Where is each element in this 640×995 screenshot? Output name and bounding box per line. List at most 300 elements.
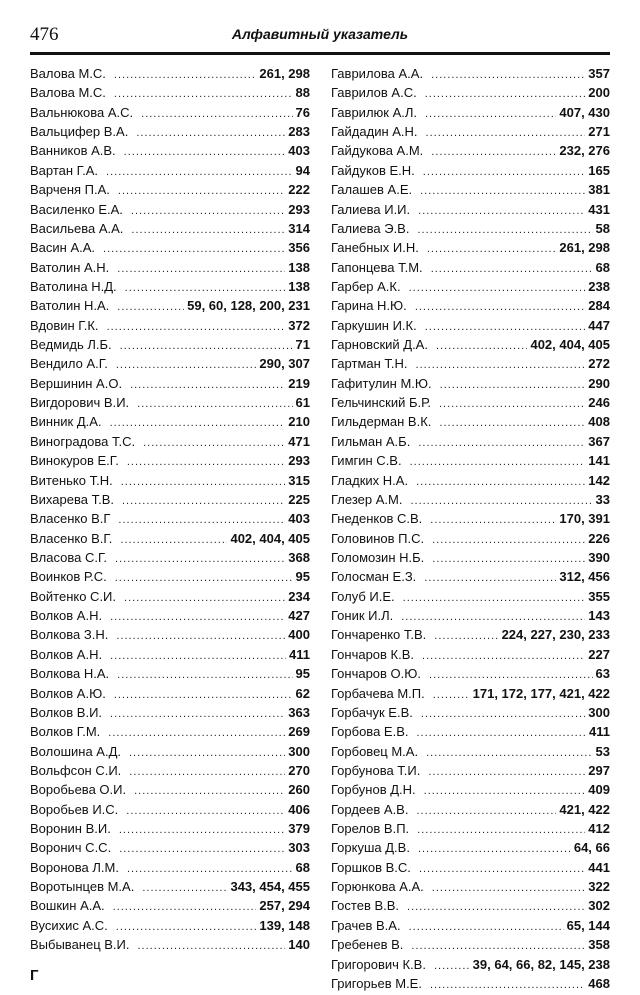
entry-name: Гаврилова А.А.	[331, 66, 424, 81]
index-entry	[30, 647, 310, 666]
entry-name: Вершинин А.О.	[30, 375, 123, 391]
entry-pages: 293	[288, 453, 310, 469]
dot-leader	[432, 534, 585, 546]
entry-pages: 407, 430	[559, 104, 610, 120]
entry-pages: 260	[288, 782, 310, 798]
dot-leader	[103, 243, 285, 255]
dot-leader	[410, 456, 586, 468]
entry-pages: 138	[288, 278, 310, 294]
entry-name: Виноградова Т.С.	[30, 433, 136, 449]
dot-leader	[129, 766, 285, 778]
dot-leader	[416, 476, 585, 488]
dot-leader	[125, 282, 286, 294]
entry-pages: 412	[588, 821, 610, 837]
dot-leader	[436, 340, 528, 352]
index-entry	[331, 937, 610, 956]
index-entry	[30, 937, 310, 956]
entry-name: Горбунов Д.Н.	[331, 782, 416, 798]
entry-name: Волкова З.Н.	[30, 627, 109, 643]
entry-pages: 33	[595, 491, 610, 507]
dot-leader	[131, 224, 285, 236]
entry-name: Гребенев В.	[331, 937, 404, 953]
entry-pages: 238	[588, 278, 610, 294]
dot-leader	[142, 882, 227, 894]
index-entry	[331, 453, 610, 472]
dot-leader	[418, 437, 585, 449]
index-entry	[30, 550, 310, 569]
index-entry	[30, 414, 310, 433]
dot-leader	[120, 534, 227, 546]
index-entry	[30, 589, 310, 608]
dot-leader	[418, 205, 585, 217]
index-entry	[30, 434, 310, 453]
entry-name: Гарбер А.К.	[331, 278, 401, 294]
entry-pages: 76	[295, 104, 310, 120]
entry-name: Ганебных И.Н.	[331, 240, 419, 256]
entry-pages: 261, 298	[559, 240, 610, 256]
entry-name: Варченя П.А.	[30, 182, 110, 198]
dot-leader	[110, 708, 285, 720]
index-entry	[30, 240, 310, 259]
entry-pages: 61	[295, 395, 310, 411]
entry-pages: 363	[288, 704, 310, 720]
dot-leader	[416, 727, 586, 739]
index-entry	[30, 879, 310, 898]
index-entry	[331, 898, 610, 917]
index-entry	[30, 356, 310, 375]
dot-leader	[439, 398, 585, 410]
index-entry	[331, 647, 610, 666]
dot-leader	[410, 495, 592, 507]
index-entry	[331, 589, 610, 608]
entry-name: Гайдуков Е.Н.	[331, 162, 415, 178]
dot-leader	[113, 901, 257, 913]
entry-pages: 300	[288, 743, 310, 759]
entry-name: Волошина А.Д.	[30, 743, 121, 759]
dot-leader	[419, 863, 585, 875]
entry-pages: 53	[595, 743, 610, 759]
index-entry	[30, 202, 310, 221]
index-entry	[331, 202, 610, 221]
entry-name: Голомозин Н.Б.	[331, 549, 425, 565]
dot-leader	[434, 630, 498, 642]
dot-leader	[118, 514, 285, 526]
dot-leader	[409, 921, 564, 933]
index-entry	[331, 163, 610, 182]
entry-name: Гаврилов А.С.	[331, 85, 417, 101]
index-entry	[30, 608, 310, 627]
entry-pages: 315	[288, 472, 310, 488]
index-entry	[30, 163, 310, 182]
index-entry	[331, 550, 610, 569]
dot-leader	[130, 379, 285, 391]
index-entry	[30, 221, 310, 240]
dot-leader	[434, 960, 470, 972]
dot-leader	[116, 921, 257, 933]
entry-pages: 284	[588, 298, 610, 314]
entry-pages: 367	[588, 433, 610, 449]
entry-name: Вальцифер В.А.	[30, 124, 129, 140]
dot-leader	[107, 321, 286, 333]
dot-leader	[431, 263, 593, 275]
dot-leader	[114, 88, 293, 100]
entry-name: Воинков Р.С.	[30, 569, 107, 585]
entry-name: Вигдорович В.И.	[30, 395, 130, 411]
index-entry	[331, 627, 610, 646]
index-entry	[30, 840, 310, 859]
entry-pages: 293	[288, 201, 310, 217]
entry-pages: 170, 391	[559, 511, 610, 527]
entry-pages: 71	[295, 337, 310, 353]
entry-name: Гарновский Д.А.	[331, 337, 428, 353]
dot-leader	[118, 185, 285, 197]
entry-pages: 290, 307	[259, 356, 310, 372]
dot-leader	[138, 940, 286, 952]
dot-leader	[141, 108, 292, 120]
entry-pages: 143	[588, 608, 610, 624]
entry-name: Горбачук Е.В.	[331, 704, 413, 720]
entry-name: Гарина Н.Ю.	[331, 298, 407, 314]
index-entry	[331, 414, 610, 433]
dot-leader	[110, 650, 286, 662]
entry-pages: 427	[288, 608, 310, 624]
entry-pages: 312, 456	[559, 569, 610, 585]
entry-name: Григорович К.В.	[331, 956, 426, 972]
entry-pages: 355	[588, 588, 610, 604]
entry-pages: 302	[588, 898, 610, 914]
dot-leader	[110, 611, 285, 623]
entry-name: Голосман Е.З.	[331, 569, 417, 585]
entry-pages: 403	[288, 511, 310, 527]
entry-pages: 283	[288, 124, 310, 140]
dot-leader	[424, 572, 556, 584]
entry-name: Гордеев А.В.	[331, 801, 409, 817]
entry-name: Галиева Э.В.	[331, 220, 410, 236]
entry-pages: 261, 298	[259, 66, 310, 81]
entry-pages: 269	[288, 724, 310, 740]
entry-name: Гостев В.В.	[331, 898, 400, 914]
entry-name: Власенко В.Г	[30, 511, 111, 527]
dot-leader	[122, 495, 285, 507]
index-entry	[30, 686, 310, 705]
entry-name: Гельчинский Б.Р.	[331, 395, 431, 411]
index-entry	[331, 608, 610, 627]
dot-leader	[431, 146, 556, 158]
index-entry	[30, 395, 310, 414]
index-entry	[331, 298, 610, 317]
entry-pages: 68	[295, 859, 310, 875]
entry-pages: 232, 276	[559, 143, 610, 159]
index-entry	[331, 511, 610, 530]
entry-name: Грачев В.А.	[331, 917, 401, 933]
entry-name: Гимгин С.В.	[331, 453, 402, 469]
entry-pages: 142	[588, 472, 610, 488]
entry-name: Волкова Н.А.	[30, 666, 110, 682]
entry-name: Галашев А.Е.	[331, 182, 413, 198]
entry-pages: 224, 227, 230, 233	[501, 627, 610, 643]
entry-pages: 411	[589, 724, 610, 740]
entry-pages: 431	[588, 201, 610, 217]
entry-name: Воробьев И.С.	[30, 801, 119, 817]
entry-name: Горелов В.П.	[331, 821, 410, 837]
entry-name: Волков А.Ю.	[30, 685, 106, 701]
dot-leader	[143, 437, 285, 449]
index-entry	[331, 105, 610, 124]
entry-name: Вальнюкова А.С.	[30, 104, 134, 120]
dot-leader	[124, 592, 285, 604]
dot-leader	[415, 301, 585, 313]
entry-pages: 356	[288, 240, 310, 256]
index-entry	[331, 318, 610, 337]
entry-pages: 210	[288, 414, 310, 430]
index-entry	[30, 705, 310, 724]
index-entry	[331, 686, 610, 705]
dot-leader	[426, 747, 592, 759]
entry-name: Горюнкова А.А.	[331, 879, 424, 895]
entry-pages: 63	[595, 666, 610, 682]
right-column	[331, 66, 610, 995]
entry-pages: 226	[588, 530, 610, 546]
entry-pages: 300	[588, 704, 610, 720]
entry-pages: 390	[588, 549, 610, 565]
left-column	[30, 66, 310, 984]
index-entry	[30, 473, 310, 492]
entry-name: Воронова Л.М.	[30, 859, 119, 875]
entry-name: Горшков В.С.	[331, 859, 411, 875]
index-entry	[30, 627, 310, 646]
entry-name: Голуб И.Е.	[331, 588, 395, 604]
dot-leader	[401, 611, 585, 623]
index-entry	[331, 957, 610, 976]
dot-leader	[416, 805, 556, 817]
entry-pages: 368	[288, 549, 310, 565]
entry-name: Ватолин Н.А.	[30, 298, 110, 314]
entry-name: Воронин В.И.	[30, 821, 111, 837]
dot-leader	[425, 88, 586, 100]
entry-pages: 322	[588, 879, 610, 895]
entry-pages: 140	[288, 937, 310, 953]
entry-pages: 303	[288, 840, 310, 856]
entry-pages: 94	[295, 162, 310, 178]
index-entry	[331, 434, 610, 453]
dot-leader	[422, 650, 585, 662]
entry-name: Власова С.Г.	[30, 549, 108, 565]
entry-name: Ведмидь Л.Б.	[30, 337, 112, 353]
entry-name: Горбова Е.В.	[331, 724, 409, 740]
entry-name: Гильдерман В.К.	[331, 414, 432, 430]
dot-leader	[129, 747, 285, 759]
dot-leader	[117, 669, 292, 681]
entry-pages: 200	[588, 85, 610, 101]
entry-name: Гильман А.Б.	[331, 433, 411, 449]
dot-leader	[423, 166, 586, 178]
entry-pages: 290	[588, 375, 610, 391]
entry-pages: 141	[588, 453, 610, 469]
dot-leader	[407, 901, 585, 913]
entry-pages: 59, 60, 128, 200, 231	[187, 298, 310, 314]
entry-name: Валова М.С.	[30, 66, 106, 81]
index-entry	[331, 66, 610, 85]
index-entry	[331, 85, 610, 104]
entry-pages: 171, 172, 177, 421, 422	[472, 685, 610, 701]
entry-name: Воронич С.С.	[30, 840, 112, 856]
dot-leader	[430, 514, 556, 526]
index-entry	[331, 782, 610, 801]
entry-name: Волков А.Н.	[30, 608, 103, 624]
index-entry	[30, 782, 310, 801]
entry-pages: 406	[288, 801, 310, 817]
entry-pages: 225	[288, 491, 310, 507]
entry-pages: 68	[595, 259, 610, 275]
entry-pages: 219	[288, 375, 310, 391]
index-entry	[331, 705, 610, 724]
dot-leader	[411, 940, 585, 952]
page-header	[30, 22, 610, 52]
entry-pages: 421, 422	[559, 801, 610, 817]
dot-leader	[134, 785, 285, 797]
entry-name: Гартман Т.Н.	[331, 356, 408, 372]
index-entry	[30, 511, 310, 530]
entry-pages: 271	[588, 124, 610, 140]
entry-name: Горбовец М.А.	[331, 743, 419, 759]
entry-name: Горкуша Д.В.	[331, 840, 410, 856]
dot-leader	[114, 689, 293, 701]
dot-leader	[403, 592, 586, 604]
entry-name: Ватолина Н.Д.	[30, 278, 117, 294]
index-entry	[30, 898, 310, 917]
entry-pages: 95	[295, 569, 310, 585]
index-entry	[30, 318, 310, 337]
dot-leader	[137, 398, 292, 410]
dot-leader	[120, 340, 293, 352]
entry-pages: 246	[588, 395, 610, 411]
index-entry	[331, 260, 610, 279]
index-entry	[331, 802, 610, 821]
index-entry	[331, 221, 610, 240]
index-entry	[30, 821, 310, 840]
dot-leader	[126, 805, 285, 817]
entry-name: Гайдукова А.М.	[331, 143, 424, 159]
entry-pages: 297	[588, 762, 610, 778]
entry-name: Волков Г.М.	[30, 724, 101, 740]
entry-pages: 272	[588, 356, 610, 372]
index-entry	[331, 492, 610, 511]
entry-name: Гладких Н.А.	[331, 472, 409, 488]
index-entry	[30, 279, 310, 298]
entry-name: Войтенко С.И.	[30, 588, 117, 604]
index-entry	[331, 143, 610, 162]
index-entry	[331, 569, 610, 588]
entry-name: Васин А.А.	[30, 240, 96, 256]
dot-leader	[115, 553, 285, 565]
index-entry	[331, 182, 610, 201]
dot-leader	[425, 108, 556, 120]
entry-name: Вошкин А.А.	[30, 898, 105, 914]
entry-name: Васильева А.А.	[30, 220, 124, 236]
index-entry	[30, 260, 310, 279]
dot-leader	[127, 456, 285, 468]
index-entry	[30, 453, 310, 472]
entry-pages: 39, 64, 66, 82, 145, 238	[472, 956, 610, 972]
index-entry	[30, 298, 310, 317]
index-entry	[331, 124, 610, 143]
entry-name: Вольфсон С.И.	[30, 762, 122, 778]
entry-name: Вартан Г.А.	[30, 162, 99, 178]
entry-pages: 411	[289, 646, 310, 662]
entry-name: Волков А.Н.	[30, 646, 103, 662]
index-entry	[331, 724, 610, 743]
index-entry	[331, 337, 610, 356]
entry-name: Воротынцев М.А.	[30, 879, 135, 895]
entry-pages: 58	[595, 220, 610, 236]
entry-pages: 447	[588, 317, 610, 333]
dot-leader	[417, 224, 592, 236]
entry-pages: 227	[588, 646, 610, 662]
entry-name: Воробьева О.И.	[30, 782, 127, 798]
index-entry	[331, 918, 610, 937]
dot-leader	[428, 766, 585, 778]
dot-leader	[124, 146, 286, 158]
index-entry	[30, 337, 310, 356]
entry-pages: 343, 454, 455	[230, 879, 310, 895]
entry-pages: 400	[288, 627, 310, 643]
index-entry	[30, 666, 310, 685]
dot-leader	[119, 824, 285, 836]
entry-pages: 138	[288, 259, 310, 275]
dot-leader	[416, 359, 586, 371]
entry-pages: 270	[288, 762, 310, 778]
index-entry	[331, 879, 610, 898]
entry-name: Вендило А.Г.	[30, 356, 108, 372]
entry-pages: 381	[588, 182, 610, 198]
dot-leader	[115, 572, 293, 584]
page-number: 476	[30, 24, 59, 45]
entry-name: Вусихис А.С.	[30, 917, 108, 933]
header-rule	[30, 52, 610, 55]
entry-pages: 95	[295, 666, 310, 682]
entry-name: Вдовин Г.К.	[30, 317, 99, 333]
dot-leader	[429, 669, 593, 681]
entry-pages: 139, 148	[259, 917, 310, 933]
dot-leader	[117, 301, 184, 313]
index-entry	[331, 976, 610, 995]
index-entry	[30, 376, 310, 395]
entry-name: Винокуров Е.Г.	[30, 453, 119, 469]
index-entry	[30, 724, 310, 743]
entry-pages: 379	[288, 821, 310, 837]
entry-name: Ватолин А.Н.	[30, 259, 110, 275]
entry-name: Глезер А.М.	[331, 491, 403, 507]
index-entry	[331, 744, 610, 763]
entry-name: Вихарева Т.В.	[30, 491, 114, 507]
dot-leader	[121, 476, 286, 488]
entry-name: Власенко В.Г.	[30, 530, 113, 546]
index-entry	[331, 356, 610, 375]
entry-name: Гончаров К.В.	[331, 646, 415, 662]
index-entry	[30, 860, 310, 879]
entry-name: Винник Д.А.	[30, 414, 102, 430]
entry-pages: 234	[288, 588, 310, 604]
entry-name: Галиева И.И.	[331, 201, 411, 217]
entry-name: Ванников А.В.	[30, 143, 116, 159]
entry-pages: 65, 144	[566, 917, 610, 933]
index-entry	[30, 143, 310, 162]
index-entry	[331, 279, 610, 298]
entry-name: Василенко Е.А.	[30, 201, 123, 217]
entry-pages: 222	[288, 182, 310, 198]
entry-name: Выбыванец В.И.	[30, 937, 130, 953]
entry-pages: 88	[295, 85, 310, 101]
